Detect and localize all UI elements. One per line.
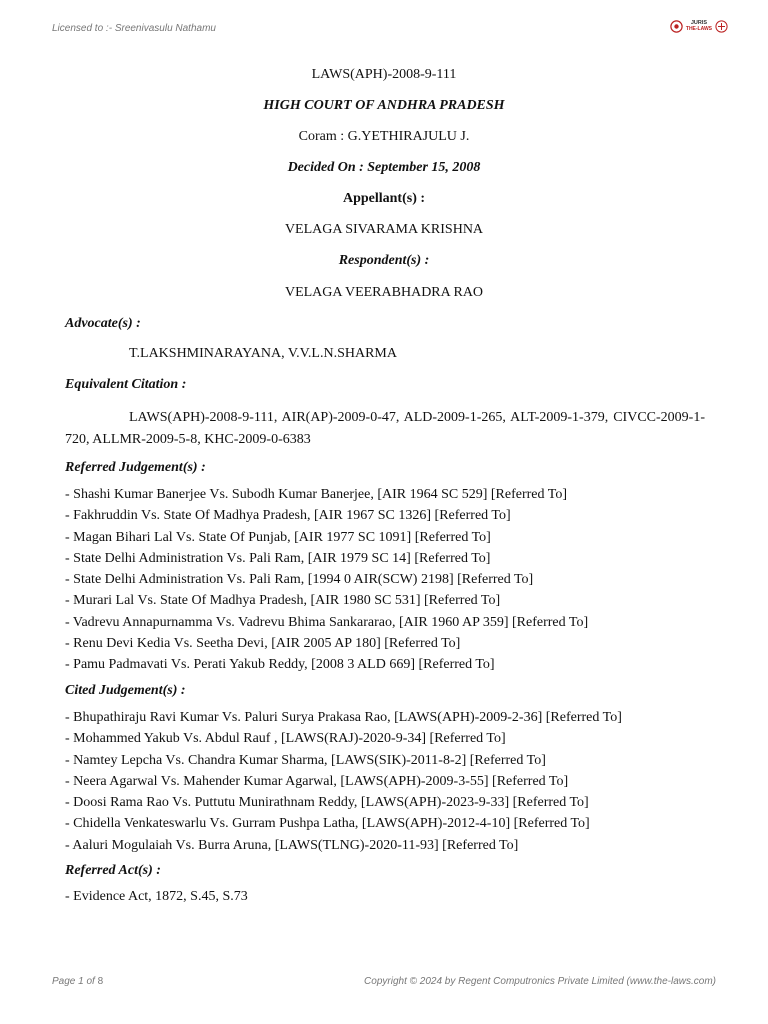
list-item: - Evidence Act, 1872, S.45, S.73	[65, 889, 248, 904]
court-name: HIGH COURT OF ANDHRA PRADESH	[263, 98, 505, 113]
list-item: - Namtey Lepcha Vs. Chandra Kumar Sharma, [LAWS(SIK)-2011-8-2] [Referred To]	[65, 752, 546, 768]
decided-on: Decided On : September 15, 2008	[287, 160, 481, 175]
the-laws-logo	[670, 20, 728, 33]
list-item: - Chidella Venkateswarlu Vs. Gurram Pushpa Latha, [LAWS(APH)-2012-4-10] [Referred To]	[65, 816, 590, 832]
list-item: - Mohammed Yakub Vs. Abdul Rauf , [LAWS(RAJ)-2020-9-34] [Referred To]	[65, 731, 506, 747]
page-total: 8	[97, 976, 104, 987]
list-item: - Bhupathiraju Ravi Kumar Vs. Paluri Surya Prakasa Rao, [LAWS(APH)-2009-2-36] [Referred To]	[65, 710, 622, 725]
scales-icon	[670, 20, 683, 33]
list-item: - Vadrevu Annapurnamma Vs. Vadrevu Bhima Sankararao, [AIR 1960 AP 359] [Referred To]	[65, 614, 589, 630]
page-current: 1	[78, 976, 84, 987]
appellant-label: Appellant(s) :	[342, 191, 426, 206]
page-number	[52, 976, 103, 987]
list-item: - Fakhruddin Vs. State Of Madhya Pradesh, [AIR 1967 SC 1326] [Referred To]	[65, 508, 511, 524]
list-item: - State Delhi Administration Vs. Pali Ram, [1994 0 AIR(SCW) 2198] [Referred To]	[65, 572, 534, 587]
emblem-icon	[715, 20, 728, 33]
referred-acts-label: Referred Act(s) :	[65, 863, 161, 878]
logo-top: JURIS	[690, 20, 708, 26]
cited-judgements-label: Cited Judgement(s) :	[65, 683, 186, 698]
list-item: - Aaluri Mogulaiah Vs. Burra Aruna, [LAWS(TLNG)-2020-11-93] [Referred To]	[65, 837, 519, 853]
list-item: - Murari Lal Vs. State Of Madhya Pradesh, [AIR 1980 SC 531] [Referred To]	[65, 593, 501, 609]
logo-bottom: THE-LAWS	[685, 25, 712, 32]
copyright-text: Copyright © 2024 by Regent Computronics Private Limited (www.the-laws.com)	[364, 976, 716, 987]
logo-wordmark	[686, 21, 712, 32]
referred-judgements-label: Referred Judgement(s) :	[65, 460, 206, 475]
list-item: - Renu Devi Kedia Vs. Seetha Devi, [AIR 2005 AP 180] [Referred To]	[65, 635, 461, 651]
case-citation-id: LAWS(APH)-2008-9-111	[311, 67, 457, 82]
advocate-names: T.LAKSHMINARAYANA, V.V.L.N.SHARMA	[129, 346, 397, 361]
equivalent-citation: LAWS(APH)-2008-9-111, AIR(AP)-2009-0-47, ALD-2009-1-265, ALT-2009-1-379, CIVCC-2009-1-720, ALLMR-2009-5-8, KHC-2009-0-6383	[65, 410, 705, 447]
respondent-label: Respondent(s) :	[338, 253, 430, 268]
equivalent-citation-label: Equivalent Citation :	[65, 377, 187, 392]
appellant-name: VELAGA SIVARAMA KRISHNA	[284, 222, 484, 237]
cited-judgements-list	[65, 707, 622, 856]
list-item: - State Delhi Administration Vs. Pali Ram, [AIR 1979 SC 14] [Referred To]	[65, 550, 491, 566]
list-item: - Magan Bihari Lal Vs. State Of Punjab, [AIR 1977 SC 1091] [Referred To]	[65, 529, 491, 545]
list-item: - Pamu Padmavati Vs. Perati Yakub Reddy, [2008 3 ALD 669] [Referred To]	[65, 657, 495, 672]
license-text: Licensed to :- Sreenivasulu Nathamu	[52, 23, 216, 34]
page-of: of	[86, 976, 95, 987]
page-prefix: Page	[52, 976, 76, 987]
list-item: - Shashi Kumar Banerjee Vs. Subodh Kumar Banerjee, [AIR 1964 SC 529] [Referred To]	[65, 487, 568, 502]
list-item: - Neera Agarwal Vs. Mahender Kumar Agarwal, [LAWS(APH)-2009-3-55] [Referred To]	[65, 773, 569, 789]
referred-acts-list	[65, 886, 248, 907]
coram: Coram : G.YETHIRAJULU J.	[298, 129, 470, 144]
advocate-label: Advocate(s) :	[65, 316, 141, 331]
referred-judgements-list	[65, 484, 588, 675]
respondent-name: VELAGA VEERABHADRA RAO	[284, 285, 484, 300]
list-item: - Doosi Rama Rao Vs. Puttutu Munirathnam Reddy, [LAWS(APH)-2023-9-33] [Referred To]	[65, 795, 589, 810]
